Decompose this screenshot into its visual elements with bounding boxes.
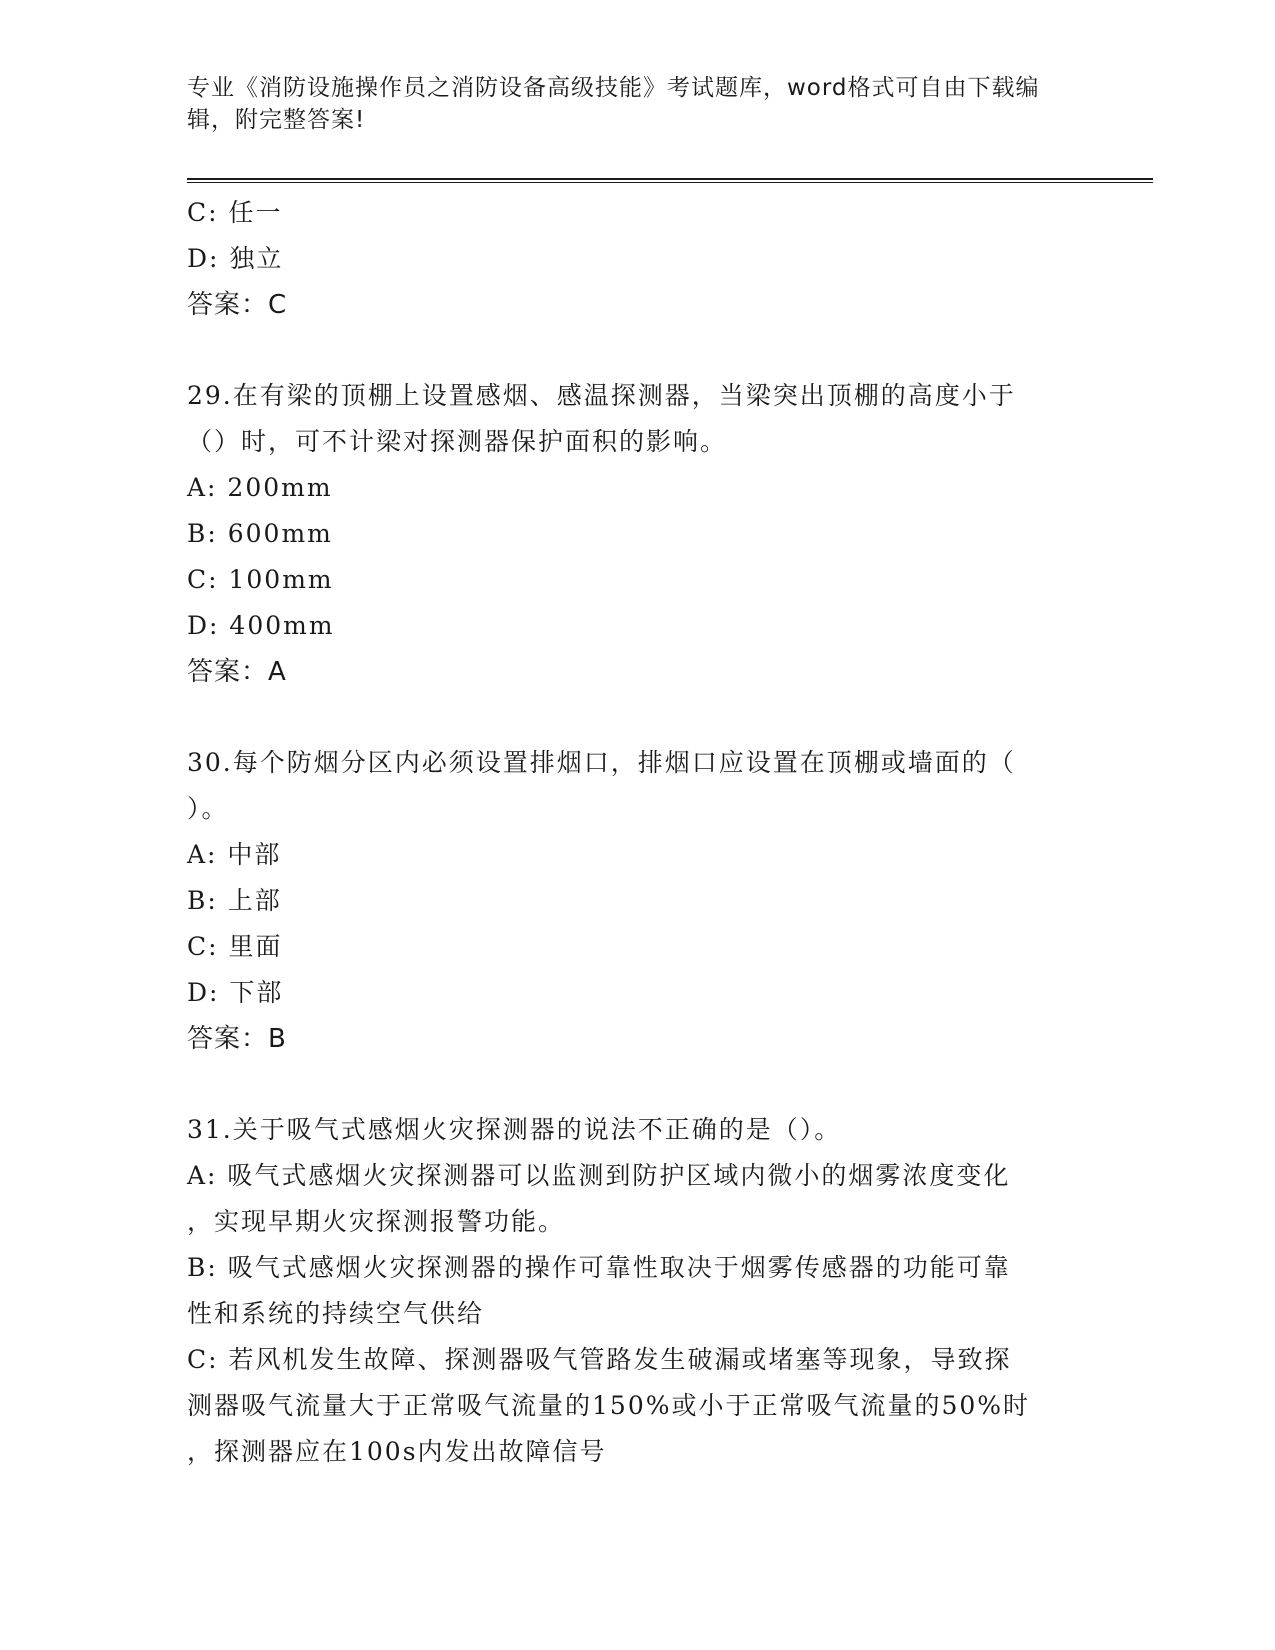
option-d: D: 下部 (187, 978, 284, 1007)
option-c: C: 任一 (187, 198, 283, 227)
option-c-line-1: C: 若风机发生故障、探测器吸气管路发生破漏或堵塞等现象，导致探 (187, 1345, 1012, 1374)
answer: 答案：B (187, 1024, 287, 1054)
option-b: B: 上部 (187, 886, 282, 915)
option-c-line-2: 测器吸气流量大于正常吸气流量的150%或小于正常吸气流量的50%时 (187, 1391, 1031, 1420)
option-d: D: 独立 (187, 244, 284, 273)
option-c: C: 100mm (187, 565, 334, 594)
option-b-line-2: 性和系统的持续空气供给 (187, 1299, 485, 1328)
question-stem-line-1: 30.每个防烟分区内必须设置排烟口，排烟口应设置在顶棚或墙面的（ (187, 748, 1016, 777)
header-line-2: 辑，附完整答案! (187, 107, 366, 133)
question-stem-line-1: 29.在有梁的顶棚上设置感烟、感温探测器，当梁突出顶棚的高度小于 (187, 381, 1016, 410)
option-a-line-2: ，实现早期火灾探测报警功能。 (187, 1207, 566, 1236)
question-stem-line-2: （）时，可不计梁对探测器保护面积的影响。 (187, 427, 728, 456)
option-a-line-1: A: 吸气式感烟火灾探测器可以监测到防护区域内微小的烟雾浓度变化 (187, 1161, 1011, 1190)
option-a: A: 200mm (187, 473, 333, 502)
question-stem-line-2: ）。 (187, 794, 229, 823)
page-header (187, 72, 1067, 136)
option-d: D: 400mm (187, 611, 335, 640)
header-divider-thick (187, 178, 1153, 180)
question-stem: 31.关于吸气式感烟火灾探测器的说法不正确的是（）。 (187, 1115, 842, 1144)
option-c: C: 里面 (187, 932, 283, 961)
option-b-line-1: B: 吸气式感烟火灾探测器的操作可靠性取决于烟雾传感器的功能可靠 (187, 1253, 1011, 1282)
question-list (187, 190, 1067, 1475)
answer: 答案：C (187, 290, 288, 320)
option-c-line-3: ，探测器应在100s内发出故障信号 (187, 1437, 607, 1466)
question-30 (187, 740, 1067, 1062)
question-29 (187, 373, 1067, 695)
question-28-tail (187, 190, 1067, 328)
header-divider-thin (187, 182, 1153, 183)
answer: 答案：A (187, 657, 287, 687)
question-31 (187, 1107, 1067, 1475)
option-b: B: 600mm (187, 519, 333, 548)
header-line-1: 专业《消防设施操作员之消防设备高级技能》考试题库，word格式可自由下载编 (187, 75, 1040, 101)
option-a: A: 中部 (187, 840, 282, 869)
